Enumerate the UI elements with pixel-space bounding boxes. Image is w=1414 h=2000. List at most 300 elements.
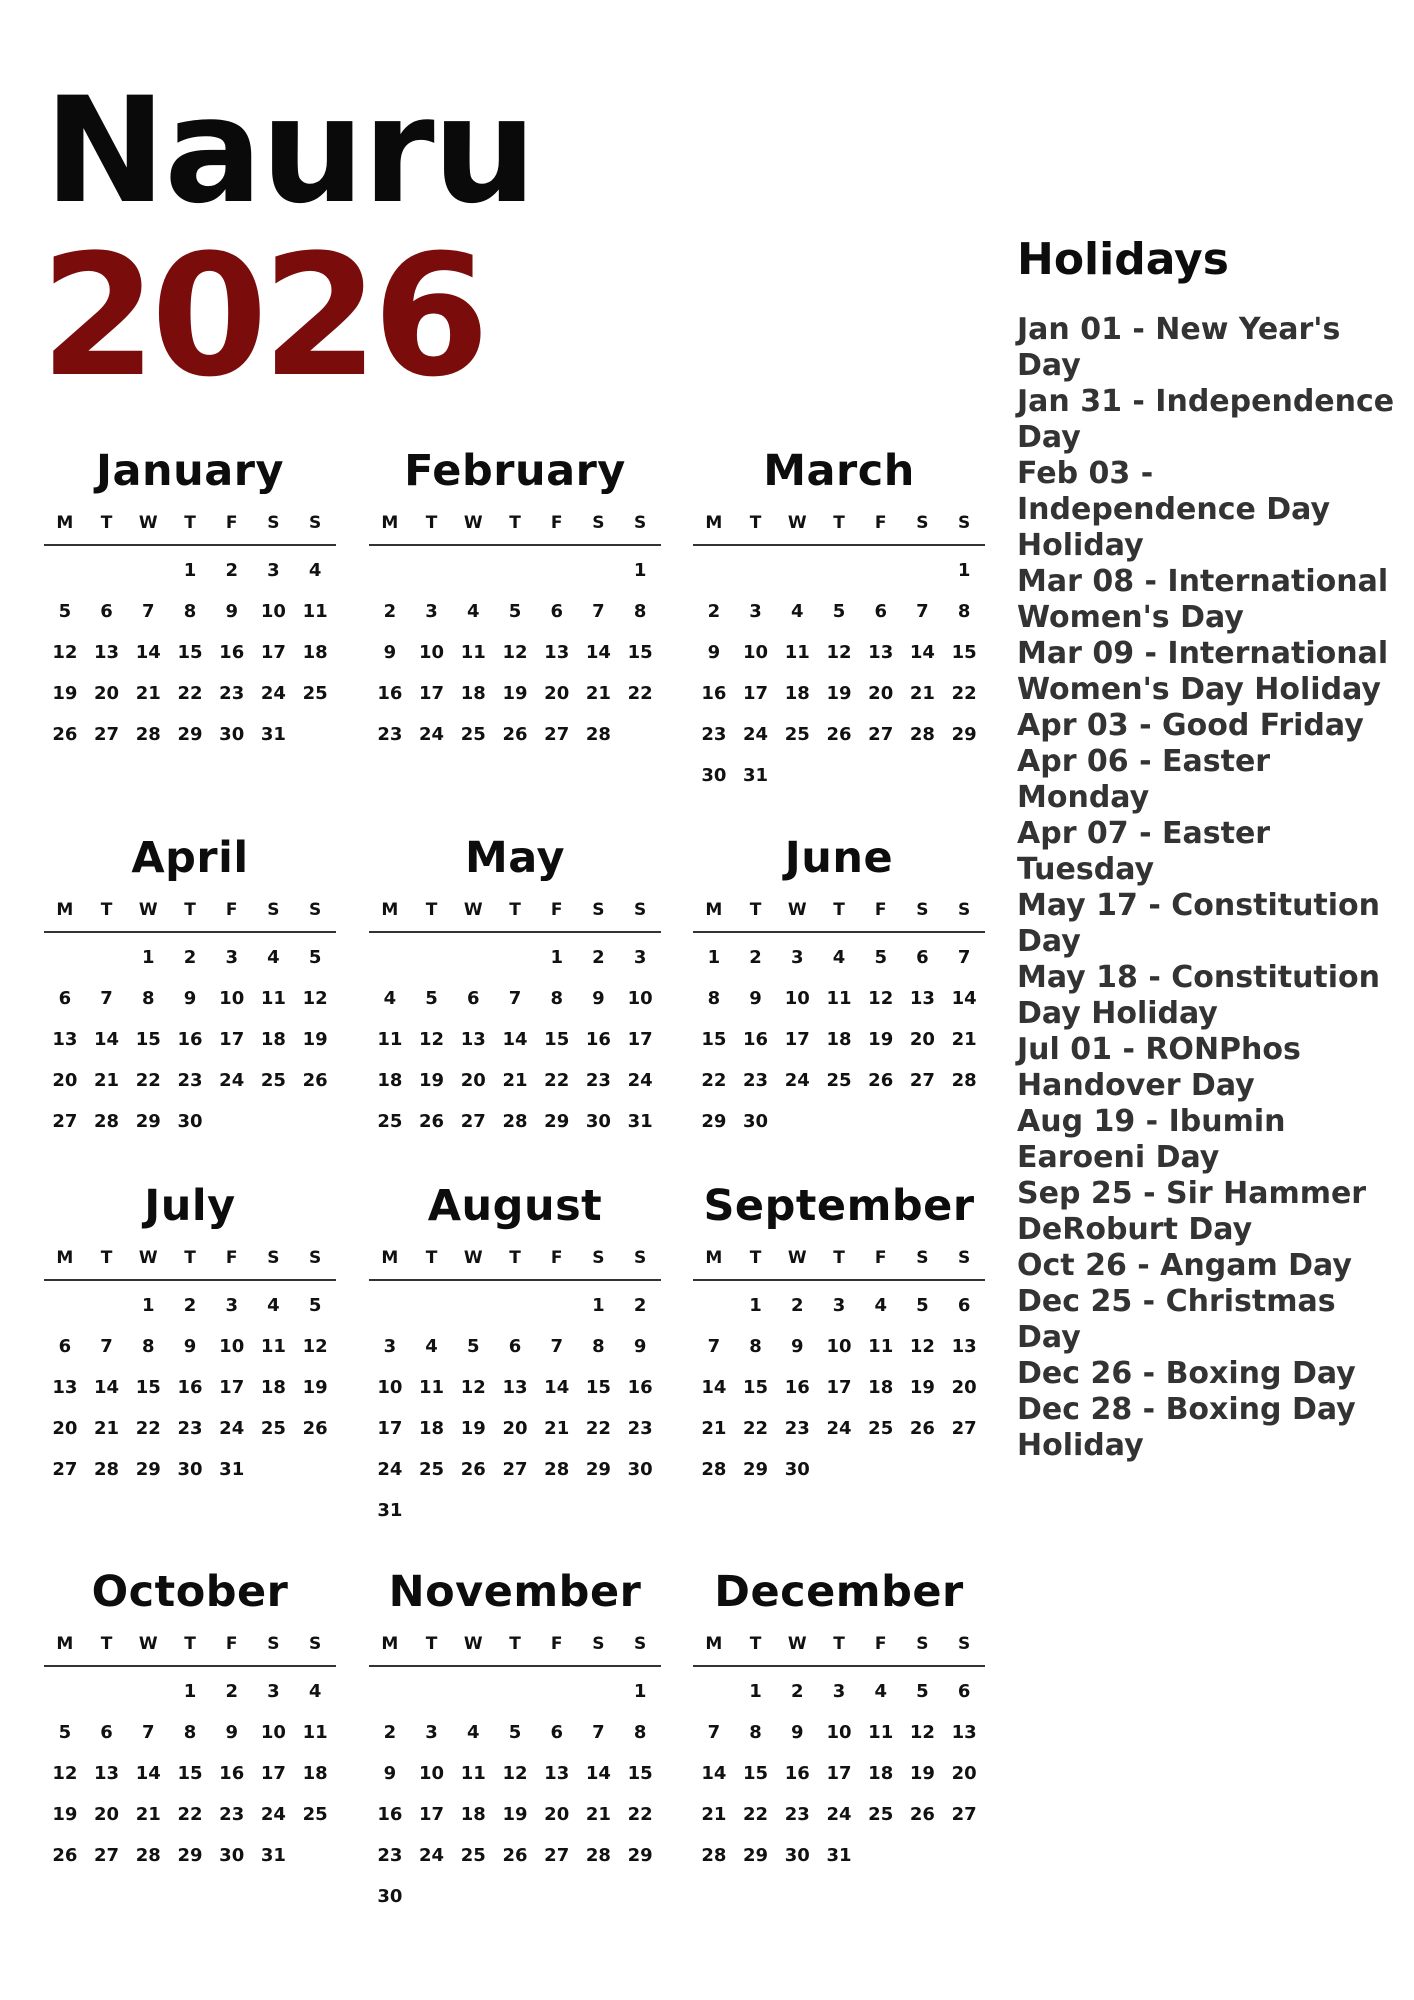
day-cell: 28 — [544, 1459, 570, 1480]
day-cell: 4 — [874, 1681, 887, 1702]
day-cell: 2 — [225, 560, 238, 581]
day-cell: 4 — [874, 1295, 887, 1316]
empty-cell — [86, 1671, 128, 1712]
day-cell: 16 — [627, 1377, 653, 1398]
day-cell: 16 — [177, 1029, 203, 1050]
day-cell: 14 — [701, 1377, 727, 1398]
day-cell: 4 — [832, 947, 846, 968]
day-cell: 10 — [219, 1336, 245, 1357]
day-cell: 4 — [467, 1722, 480, 1743]
day-cell: 30 — [177, 1111, 203, 1132]
empty-cell — [494, 937, 536, 978]
day-cell: 27 — [868, 724, 894, 745]
weekday-label: M — [56, 1634, 74, 1654]
empty-cell — [127, 550, 169, 591]
holiday-item: Dec 25 - Christmas Day — [1017, 1284, 1336, 1355]
day-cell: 10 — [260, 1722, 286, 1743]
day-cell: 8 — [633, 601, 647, 622]
day-cell: 16 — [701, 683, 727, 704]
empty-cell — [411, 937, 453, 978]
day-cell: 21 — [701, 1418, 727, 1439]
day-cell: 26 — [460, 1459, 486, 1480]
day-cell: 21 — [502, 1070, 528, 1091]
day-grid — [369, 933, 661, 1142]
day-cell: 27 — [52, 1111, 78, 1132]
empty-cell — [452, 937, 494, 978]
weekday-label: S — [592, 1248, 605, 1268]
day-cell: 27 — [544, 724, 570, 745]
weekday-header — [369, 889, 661, 933]
day-cell: 5 — [58, 601, 72, 622]
day-cell: 30 — [219, 1845, 245, 1866]
day-cell: 12 — [502, 642, 528, 663]
weekday-label: S — [592, 900, 605, 920]
day-cell: 16 — [784, 1763, 810, 1784]
day-cell: 31 — [260, 724, 286, 745]
day-cell: 28 — [909, 724, 935, 745]
weekday-label: S — [634, 1248, 647, 1268]
day-cell: 8 — [592, 1336, 605, 1357]
day-cell: 9 — [225, 1722, 238, 1743]
day-cell: 9 — [183, 988, 197, 1009]
day-cell: 12 — [52, 642, 78, 663]
day-cell: 15 — [177, 1763, 203, 1784]
day-cell: 19 — [502, 683, 528, 704]
day-cell: 16 — [585, 1029, 611, 1050]
day-cell: 14 — [135, 642, 161, 663]
day-cell: 16 — [377, 683, 403, 704]
day-cell: 14 — [94, 1377, 120, 1398]
day-cell: 12 — [868, 988, 894, 1009]
day-cell: 25 — [302, 683, 328, 704]
day-cell: 4 — [308, 560, 322, 581]
day-cell: 31 — [260, 1845, 286, 1866]
day-cell: 13 — [502, 1377, 528, 1398]
day-cell: 3 — [832, 1295, 846, 1316]
day-cell: 20 — [502, 1418, 528, 1439]
day-cell: 11 — [260, 988, 286, 1009]
day-grid — [44, 1281, 336, 1490]
weekday-label: S — [309, 1634, 322, 1654]
day-cell: 7 — [592, 601, 605, 622]
day-cell: 4 — [383, 988, 397, 1009]
day-cell: 17 — [219, 1377, 245, 1398]
day-cell: 8 — [749, 1722, 762, 1743]
empty-cell — [902, 550, 944, 591]
day-cell: 14 — [701, 1763, 727, 1784]
day-cell: 5 — [916, 1295, 929, 1316]
weekday-label: T — [509, 513, 521, 533]
day-cell: 1 — [749, 1681, 762, 1702]
holiday-item: Apr 07 - Easter Tuesday — [1017, 816, 1271, 887]
day-cell: 21 — [135, 1804, 161, 1825]
day-cell: 3 — [749, 601, 762, 622]
empty-cell — [494, 1671, 536, 1712]
day-cell: 28 — [585, 1845, 611, 1866]
day-cell: 27 — [460, 1111, 486, 1132]
day-cell: 20 — [909, 1029, 935, 1050]
empty-cell — [452, 550, 494, 591]
day-cell: 7 — [916, 601, 929, 622]
day-cell: 6 — [916, 947, 929, 968]
weekday-label: T — [749, 900, 762, 920]
weekday-label: T — [425, 900, 438, 920]
day-cell: 25 — [460, 1845, 486, 1866]
day-cell: 30 — [219, 724, 245, 745]
day-cell: 3 — [225, 947, 238, 968]
weekday-label: T — [425, 513, 438, 533]
day-cell: 31 — [743, 765, 769, 786]
day-cell: 11 — [419, 1377, 445, 1398]
day-cell: 28 — [701, 1459, 727, 1480]
month-name: May — [464, 833, 565, 883]
weekday-label: T — [833, 900, 845, 920]
weekday-label: T — [749, 1634, 762, 1654]
day-cell: 17 — [627, 1029, 653, 1050]
weekday-label: S — [958, 1634, 971, 1654]
day-cell: 13 — [951, 1722, 977, 1743]
day-cell: 17 — [419, 1804, 445, 1825]
day-cell: 21 — [909, 683, 935, 704]
day-cell: 2 — [633, 1295, 647, 1316]
day-cell: 12 — [419, 1029, 445, 1050]
weekday-label: W — [463, 900, 483, 920]
weekday-label: F — [225, 1634, 238, 1654]
day-cell: 1 — [183, 1681, 197, 1702]
day-cell: 6 — [100, 601, 113, 622]
holidays-title: Holidays — [1017, 234, 1229, 285]
day-cell: 29 — [177, 724, 203, 745]
day-cell: 11 — [868, 1722, 894, 1743]
day-cell: 17 — [826, 1377, 852, 1398]
day-cell: 13 — [52, 1377, 78, 1398]
weekday-label: W — [138, 1248, 158, 1268]
day-cell: 13 — [544, 642, 570, 663]
month-name: January — [96, 446, 284, 496]
day-cell: 4 — [308, 1681, 322, 1702]
day-cell: 26 — [52, 724, 78, 745]
day-cell: 2 — [183, 1295, 197, 1316]
day-cell: 21 — [701, 1804, 727, 1825]
day-cell: 17 — [260, 642, 286, 663]
month-name: October — [91, 1567, 289, 1617]
weekday-label: W — [463, 513, 483, 533]
day-cell: 30 — [784, 1845, 810, 1866]
empty-cell — [693, 1671, 735, 1712]
holiday-item: Sep 25 - Sir Hammer DeRoburt Day — [1017, 1176, 1367, 1247]
empty-cell — [86, 937, 128, 978]
day-cell: 8 — [142, 988, 155, 1009]
day-cell: 6 — [550, 601, 563, 622]
day-cell: 6 — [58, 1336, 72, 1357]
day-cell: 3 — [832, 1681, 846, 1702]
day-cell: 18 — [460, 683, 486, 704]
day-cell: 26 — [502, 724, 528, 745]
day-cell: 5 — [832, 601, 846, 622]
empty-cell — [578, 550, 620, 591]
day-cell: 21 — [585, 1804, 611, 1825]
day-cell: 1 — [142, 1295, 155, 1316]
day-cell: 22 — [177, 1804, 203, 1825]
day-cell: 18 — [302, 1763, 328, 1784]
weekday-label: T — [509, 900, 521, 920]
weekday-label: F — [874, 513, 887, 533]
holiday-item: Oct 26 - Angam Day — [1017, 1248, 1352, 1283]
day-cell: 7 — [100, 1336, 113, 1357]
day-cell: 27 — [52, 1459, 78, 1480]
weekday-label: W — [463, 1248, 483, 1268]
month-july — [44, 1175, 336, 1490]
weekday-label: M — [705, 1248, 723, 1268]
day-cell: 24 — [826, 1418, 852, 1439]
month-may — [369, 827, 661, 1142]
day-cell: 26 — [909, 1804, 935, 1825]
empty-cell — [860, 550, 902, 591]
day-cell: 30 — [177, 1459, 203, 1480]
day-cell: 23 — [784, 1804, 810, 1825]
day-cell: 7 — [550, 1336, 563, 1357]
day-cell: 18 — [419, 1418, 445, 1439]
day-cell: 29 — [544, 1111, 570, 1132]
weekday-label: T — [425, 1634, 438, 1654]
month-name: November — [388, 1567, 642, 1617]
month-name: April — [131, 833, 249, 883]
day-cell: 19 — [909, 1377, 935, 1398]
day-cell: 1 — [957, 560, 971, 581]
day-cell: 4 — [425, 1336, 438, 1357]
day-cell: 18 — [826, 1029, 852, 1050]
day-cell: 11 — [377, 1029, 403, 1050]
day-cell: 14 — [502, 1029, 528, 1050]
day-cell: 16 — [219, 642, 245, 663]
day-cell: 18 — [260, 1029, 286, 1050]
day-cell: 12 — [460, 1377, 486, 1398]
weekday-label: F — [225, 1248, 238, 1268]
holiday-item: Jul 01 - RONPhos Handover Day — [1017, 1032, 1301, 1103]
weekday-label: T — [100, 1248, 113, 1268]
empty-cell — [494, 1285, 536, 1326]
day-cell: 3 — [225, 1295, 238, 1316]
day-cell: 14 — [585, 1763, 611, 1784]
day-cell: 30 — [743, 1111, 769, 1132]
day-cell: 3 — [267, 560, 280, 581]
day-cell: 27 — [94, 1845, 120, 1866]
day-cell: 16 — [743, 1029, 769, 1050]
empty-cell — [369, 1285, 411, 1326]
day-cell: 30 — [627, 1459, 653, 1480]
day-cell: 21 — [94, 1418, 120, 1439]
day-cell: 12 — [302, 988, 328, 1009]
empty-cell — [452, 1671, 494, 1712]
day-cell: 14 — [909, 642, 935, 663]
day-cell: 25 — [868, 1804, 894, 1825]
weekday-header — [369, 1237, 661, 1281]
holiday-item: Dec 26 - Boxing Day — [1017, 1356, 1356, 1391]
weekday-label: S — [267, 513, 280, 533]
day-cell: 1 — [183, 560, 197, 581]
day-cell: 15 — [544, 1029, 570, 1050]
day-cell: 22 — [743, 1418, 769, 1439]
day-cell: 6 — [58, 988, 72, 1009]
empty-cell — [735, 550, 777, 591]
day-cell: 19 — [909, 1763, 935, 1784]
day-cell: 20 — [951, 1763, 977, 1784]
day-cell: 14 — [544, 1377, 570, 1398]
weekday-label: S — [958, 1248, 971, 1268]
day-cell: 17 — [743, 683, 769, 704]
day-cell: 27 — [951, 1804, 977, 1825]
weekday-label: M — [381, 1634, 399, 1654]
day-cell: 23 — [743, 1070, 769, 1091]
weekday-header — [44, 889, 336, 933]
holiday-item: Apr 03 - Good Friday — [1017, 708, 1364, 743]
day-cell: 25 — [302, 1804, 328, 1825]
weekday-label: T — [509, 1634, 521, 1654]
day-cell: 1 — [749, 1295, 762, 1316]
day-cell: 5 — [58, 1722, 72, 1743]
day-cell: 29 — [743, 1845, 769, 1866]
day-cell: 2 — [791, 1681, 804, 1702]
day-cell: 20 — [460, 1070, 486, 1091]
empty-cell — [693, 550, 735, 591]
day-cell: 28 — [135, 1845, 161, 1866]
day-cell: 22 — [544, 1070, 570, 1091]
weekday-label: S — [309, 1248, 322, 1268]
day-cell: 22 — [701, 1070, 727, 1091]
day-cell: 14 — [94, 1029, 120, 1050]
day-cell: 29 — [701, 1111, 727, 1132]
day-cell: 16 — [784, 1377, 810, 1398]
empty-cell — [127, 1671, 169, 1712]
day-cell: 4 — [267, 1295, 280, 1316]
day-cell: 13 — [460, 1029, 486, 1050]
day-cell: 13 — [94, 642, 120, 663]
weekday-label: W — [787, 900, 807, 920]
weekday-header — [369, 502, 661, 546]
day-cell: 22 — [951, 683, 977, 704]
day-cell: 7 — [142, 601, 155, 622]
day-grid — [44, 1667, 336, 1876]
day-cell: 24 — [219, 1418, 245, 1439]
holiday-item: Mar 09 - International Women's Day Holiday — [1017, 636, 1389, 707]
day-cell: 13 — [951, 1336, 977, 1357]
month-name: March — [763, 446, 915, 496]
day-cell: 18 — [868, 1763, 894, 1784]
empty-cell — [86, 550, 128, 591]
day-cell: 6 — [957, 1681, 971, 1702]
day-cell: 11 — [260, 1336, 286, 1357]
day-cell: 16 — [177, 1377, 203, 1398]
day-cell: 15 — [951, 642, 977, 663]
day-cell: 19 — [502, 1804, 528, 1825]
day-cell: 28 — [701, 1845, 727, 1866]
day-cell: 7 — [592, 1722, 605, 1743]
month-name: February — [404, 446, 626, 496]
day-cell: 15 — [743, 1763, 769, 1784]
month-august — [369, 1175, 661, 1531]
day-cell: 14 — [585, 642, 611, 663]
day-cell: 14 — [135, 1763, 161, 1784]
day-cell: 20 — [544, 1804, 570, 1825]
day-cell: 12 — [826, 642, 852, 663]
month-name: August — [427, 1181, 603, 1231]
day-cell: 29 — [627, 1845, 653, 1866]
day-cell: 10 — [260, 601, 286, 622]
day-cell: 29 — [585, 1459, 611, 1480]
empty-cell — [693, 1285, 735, 1326]
day-cell: 15 — [135, 1029, 161, 1050]
holiday-item: Jan 01 - New Year's Day — [1017, 312, 1341, 383]
weekday-header — [369, 1623, 661, 1667]
empty-cell — [536, 550, 578, 591]
day-cell: 2 — [383, 1722, 397, 1743]
weekday-label: F — [874, 1634, 887, 1654]
day-cell: 29 — [743, 1459, 769, 1480]
weekday-label: S — [267, 1634, 280, 1654]
day-cell: 23 — [701, 724, 727, 745]
weekday-label: S — [634, 513, 647, 533]
month-march — [693, 440, 985, 796]
day-cell: 8 — [633, 1722, 647, 1743]
day-cell: 17 — [826, 1763, 852, 1784]
day-cell: 20 — [544, 683, 570, 704]
day-cell: 25 — [377, 1111, 403, 1132]
weekday-label: S — [309, 513, 322, 533]
day-cell: 8 — [707, 988, 721, 1009]
holiday-item: Mar 08 - International Women's Day — [1017, 564, 1389, 635]
day-cell: 27 — [951, 1418, 977, 1439]
month-june — [693, 827, 985, 1142]
day-cell: 23 — [219, 683, 245, 704]
day-cell: 8 — [749, 1336, 762, 1357]
day-cell: 31 — [377, 1500, 403, 1521]
day-cell: 22 — [627, 683, 653, 704]
day-cell: 20 — [951, 1377, 977, 1398]
day-cell: 29 — [135, 1459, 161, 1480]
day-cell: 26 — [502, 1845, 528, 1866]
day-cell: 25 — [260, 1418, 286, 1439]
day-cell: 27 — [909, 1070, 935, 1091]
weekday-label: T — [509, 1248, 521, 1268]
day-cell: 23 — [585, 1070, 611, 1091]
day-cell: 19 — [52, 1804, 78, 1825]
weekday-label: T — [833, 1248, 845, 1268]
day-cell: 24 — [419, 1845, 445, 1866]
day-cell: 24 — [219, 1070, 245, 1091]
day-cell: 9 — [707, 642, 721, 663]
day-cell: 3 — [425, 1722, 438, 1743]
day-cell: 18 — [784, 683, 810, 704]
weekday-header — [693, 502, 985, 546]
day-cell: 25 — [784, 724, 810, 745]
day-cell: 30 — [585, 1111, 611, 1132]
month-name: July — [144, 1181, 236, 1231]
day-grid — [693, 1667, 985, 1876]
day-cell: 2 — [592, 947, 605, 968]
day-cell: 10 — [784, 988, 810, 1009]
day-cell: 23 — [177, 1418, 203, 1439]
day-cell: 9 — [791, 1336, 804, 1357]
day-cell: 15 — [135, 1377, 161, 1398]
day-cell: 21 — [585, 683, 611, 704]
day-cell: 17 — [419, 683, 445, 704]
day-cell: 18 — [302, 642, 328, 663]
day-cell: 19 — [826, 683, 852, 704]
weekday-label: F — [550, 513, 563, 533]
weekday-header — [693, 1623, 985, 1667]
day-cell: 21 — [544, 1418, 570, 1439]
day-cell: 26 — [302, 1418, 328, 1439]
